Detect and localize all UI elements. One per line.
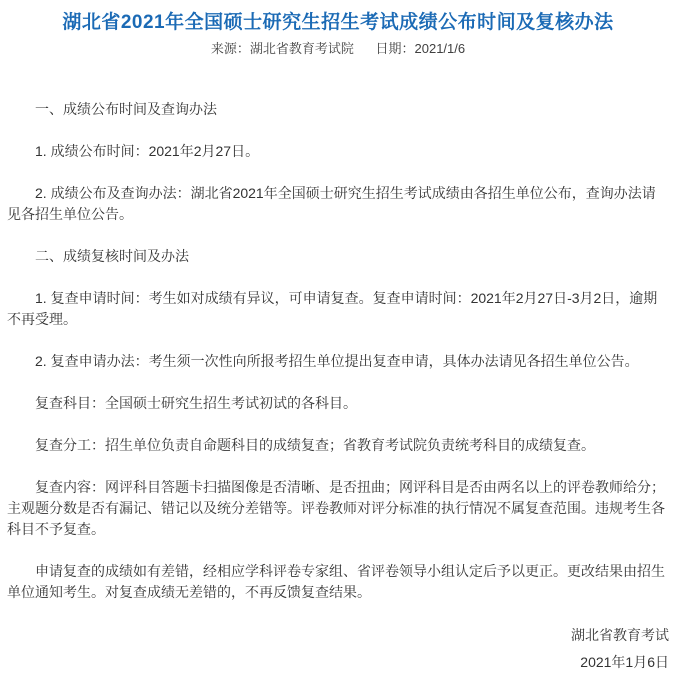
meta-date: 日期：2021/1/6 xyxy=(375,41,466,56)
paragraph-review-apply-time: 1. 复查申请时间：考生如对成绩有异议，可申请复查。复查申请时间：2021年2月27日-3月2日，逾期不再受理。 xyxy=(7,290,658,327)
paragraph-publish-time: 1. 成绩公布时间：2021年2月27日。 xyxy=(35,143,260,159)
page-title: 湖北省2021年全国硕士研究生招生考试成绩公布时间及复核办法 xyxy=(62,12,614,33)
article-body xyxy=(7,99,669,603)
section-heading-1: 一、成绩公布时间及查询办法 xyxy=(35,101,217,117)
article-meta xyxy=(7,40,669,58)
paragraph-review-content: 复查内容：网评科目答题卡扫描图像是否清晰、是否扭曲；网评科目是否由两名以上的评卷教师给分；主观题分数是否有漏记、错记以及统分差错等。评卷教师对评分标准的执行情况不属复查范围。违规考生各科目不予复查。 xyxy=(7,479,665,537)
footer-date: 2021年1月6日 xyxy=(580,654,669,670)
meta-source: 来源：湖北省教育考试院 xyxy=(210,41,354,56)
article-footer xyxy=(7,624,669,673)
paragraph-review-result: 申请复查的成绩如有差错，经相应学科评卷专家组、省评卷领导小组认定后予以更正。更改结果由招生单位通知考生。对复查成绩无差错的，不再反馈复查结果。 xyxy=(7,563,665,600)
paragraph-review-apply-method: 2. 复查申请办法：考生须一次性向所报考招生单位提出复查申请，具体办法请见各招生单位公告。 xyxy=(35,353,639,369)
article-header xyxy=(7,12,669,58)
paragraph-review-subjects: 复查科目：全国硕士研究生招生考试初试的各科目。 xyxy=(35,395,357,411)
paragraph-query-method: 2. 成绩公布及查询办法：湖北省2021年全国硕士研究生招生考试成绩由各招生单位公布，查询办法请见各招生单位公告。 xyxy=(7,185,656,222)
paragraph-review-division: 复查分工：招生单位负责自命题科目的成绩复查；省教育考试院负责统考科目的成绩复查。 xyxy=(35,437,595,453)
section-heading-2: 二、成绩复核时间及办法 xyxy=(35,248,189,264)
footer-signature: 湖北省教育考试 xyxy=(571,627,669,643)
